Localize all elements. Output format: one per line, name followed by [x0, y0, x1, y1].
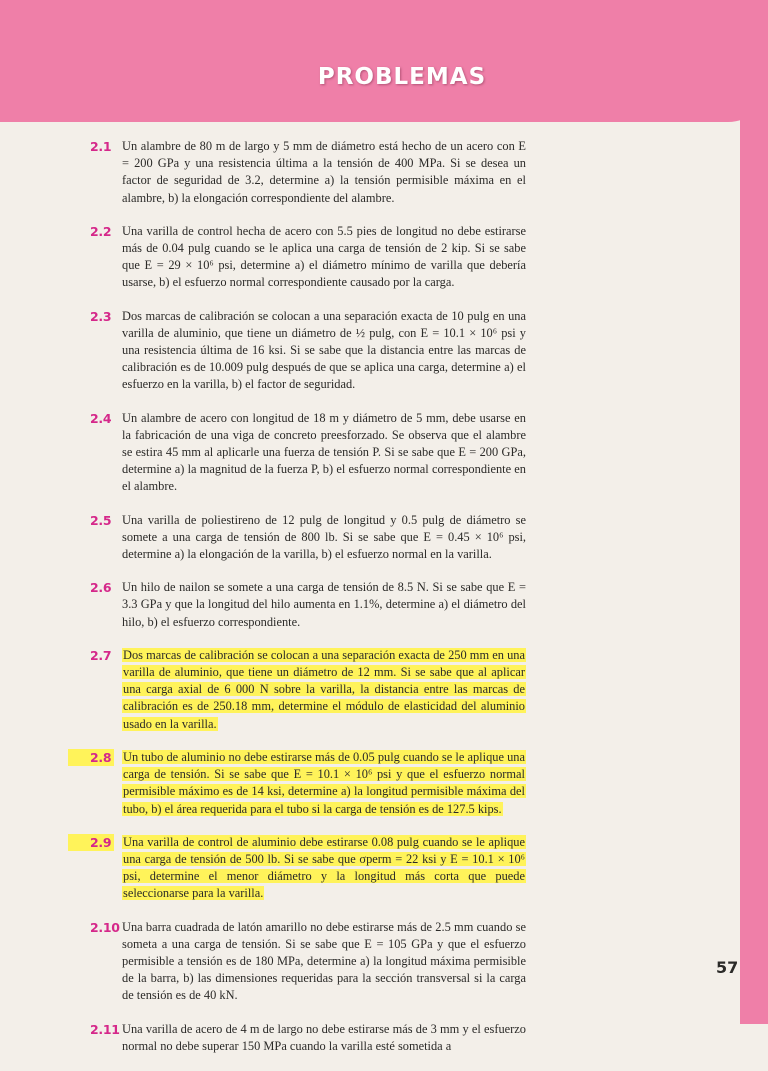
problem-2-9	[90, 834, 526, 903]
problem-number: 2.2	[90, 223, 112, 239]
problem-2-7	[90, 647, 526, 733]
problem-text: Una varilla de control hecha de acero con 5.5 pies de longitud no debe estirarse más de 0.04 pulg cuando se le aplica una carga de tensión de 2 kip. Si se sabe que E = 29 × 10⁶ psi, determine a) el diámetro mínimo de varilla que debería usarse, b) el esfuerzo normal correspondiente causado por la carga.	[122, 223, 526, 290]
problem-number: 2.3	[90, 308, 112, 324]
problem-2-11	[90, 1021, 526, 1055]
problem-number: 2.7	[90, 647, 112, 663]
problem-number-highlighted: 2.8	[68, 749, 114, 766]
problem-text: Una barra cuadrada de latón amarillo no debe estirarse más de 2.5 mm cuando se someta a una carga de tensión. Si se sabe que E = 105 GPa y que el esfuerzo permisible a tensión es de 180 MPa, determine a) la longitud máxima permisible de la barra, b) las dimensiones requeridas para la sección transversal si la carga de tensión es de 40 kN.	[122, 919, 526, 1003]
problem-text-highlighted: Dos marcas de calibración se colocan a una separación exacta de 250 mm en una varilla de aluminio, que tiene un diámetro de 12 mm. Si se sabe que al aplicar una carga axial de 6 000 N sobre la varilla, la distancia entre las marcas de calibración es de 250.18 mm, determine el módulo de elasticidad del aluminio usado en la varilla.	[123, 647, 525, 731]
problem-text: Un alambre de acero con longitud de 18 m y diámetro de 5 mm, debe usarse en la fabricación de una viga de concreto preesforzado. Se observa que el alambre se estira 45 mm al aplicarle una fuerza de tensión P. Si se sabe que E = 200 GPa, determine a) la magnitud de la fuerza P, b) el esfuerzo normal correspondiente en el alambre.	[122, 410, 526, 494]
page-title: PROBLEMAS	[317, 64, 487, 90]
problem-text-highlighted: Una varilla de control de aluminio debe estirarse 0.08 pulg cuando se le aplique una carga de tensión de 500 lb. Si se sabe que σperm = 22 ksi y E = 10.1 × 10⁶ psi, determine el menor diámetro y la longitud más corta que puede seleccionarse para la varilla.	[123, 834, 525, 901]
problem-text-highlighted: Un tubo de aluminio no debe estirarse más de 0.05 pulg cuando se le aplique una carga de tensión. Si se sabe que E = 10.1 × 10⁶ psi y que el esfuerzo normal permisible máximo es de 14 ksi, determine a) la longitud permisible máxima del tubo, b) el área requerida para el tubo si la carga de tensión es de 127.5 kips.	[123, 749, 525, 816]
problems-list	[90, 138, 526, 1071]
problem-2-4	[90, 410, 526, 496]
problem-2-10	[90, 919, 526, 1005]
problem-text: Una varilla de poliestireno de 12 pulg de longitud y 0.5 pulg de diámetro se somete a una carga de tensión de 800 lb. Si se sabe que E = 0.45 × 10⁶ psi, determine a) la elongación de la varilla, b) el esfuerzo normal en la varilla.	[122, 512, 526, 562]
problem-2-1	[90, 138, 526, 207]
problem-number: 2.11	[90, 1021, 120, 1037]
problem-text: Dos marcas de calibración se colocan a una separación exacta de 10 pulg en una varilla de aluminio, que tiene un diámetro de ½ pulg, con E = 10.1 × 10⁶ psi y una resistencia última de 16 ksi. Si se sabe que la distancia entre las marcas de calibración es de 10.009 pulg después de que se aplica una carga, determine a) el esfuerzo en la varilla, b) el factor de seguridad.	[122, 308, 526, 392]
problem-number: 2.6	[90, 580, 112, 596]
page-number: 57	[716, 958, 739, 977]
problem-2-6	[90, 579, 526, 631]
problem-number-highlighted: 2.9	[68, 834, 114, 851]
problem-2-5	[90, 512, 526, 564]
problem-2-8	[90, 749, 526, 818]
side-band	[740, 0, 768, 1024]
problem-text: Una varilla de acero de 4 m de largo no debe estirarse más de 3 mm y el esfuerzo normal no debe superar 150 MPa cuando la varilla esté sometida a	[122, 1021, 526, 1053]
problem-text: Un alambre de 80 m de largo y 5 mm de diámetro está hecho de un acero con E = 200 GPa y una resistencia última a la tensión de 400 MPa. Si se desea un factor de seguridad de 3.2, determine a) la tensión permisible máxima en el alambre, b) la elongación correspondiente del alambre.	[122, 139, 526, 205]
problem-number: 2.1	[90, 139, 112, 154]
problem-number: 2.4	[90, 410, 112, 426]
problem-number: 2.10	[90, 919, 120, 935]
problem-2-2	[90, 223, 526, 292]
header-band	[0, 0, 768, 122]
problem-number: 2.5	[90, 512, 112, 528]
problem-2-3	[90, 308, 526, 394]
problem-text: Un hilo de nailon se somete a una carga de tensión de 8.5 N. Si se sabe que E = 3.3 GPa y que la longitud del hilo aumenta en 1.1%, determine a) el diámetro del hilo, b) el esfuerzo correspondiente.	[122, 580, 526, 629]
